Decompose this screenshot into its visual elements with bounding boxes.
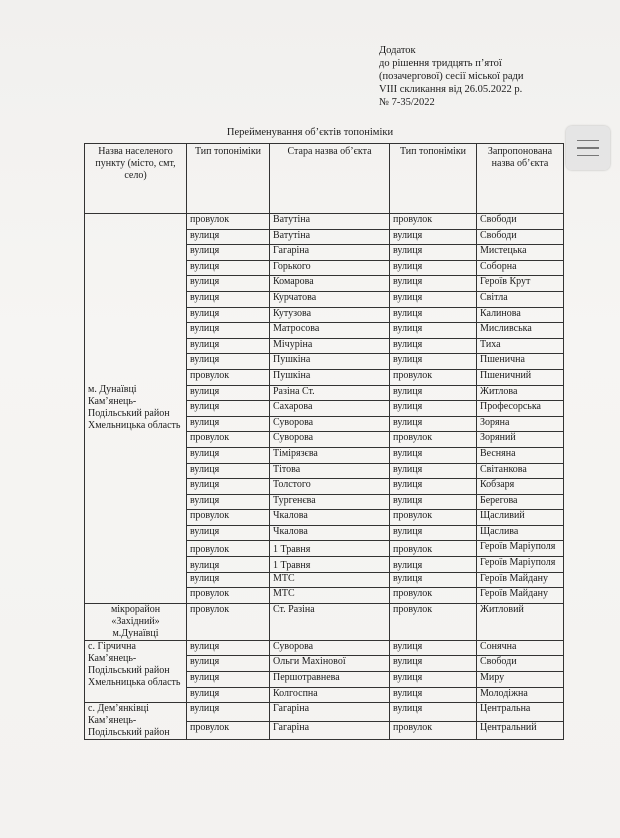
old-name-cell: Суворова [270,640,390,656]
new-name-cell: Свободи [477,229,564,245]
old-name-cell: Тітова [270,463,390,479]
appendix-line: до рішення тридцять п’ятої [379,58,502,69]
old-name-cell: Колгоспна [270,687,390,703]
new-name-cell: Житлова [477,385,564,401]
old-name-cell: Курчатова [270,291,390,307]
old-name-cell: Сахарова [270,401,390,417]
new-name-cell: Берегова [477,494,564,510]
old-name-cell: Кутузова [270,307,390,323]
new-type-cell: вулиця [390,307,477,323]
new-type-cell: провулок [390,603,477,640]
toponymy-table [84,143,564,740]
old-name-cell: Тімірязєва [270,447,390,463]
old-name-cell: Гагаріна [270,245,390,261]
old-name-cell: Першотравнева [270,672,390,688]
new-name-cell: Героїв Маріуполя [477,541,564,557]
type-cell: провулок [187,603,270,640]
old-name-cell: Ватутіна [270,229,390,245]
type-cell: вулиця [187,494,270,510]
document-title: Перейменування об’єктів топоніміки [226,127,394,138]
type-cell: вулиця [187,401,270,417]
new-type-cell: вулиця [390,672,477,688]
new-name-cell: Героїв Майдану [477,588,564,604]
new-type-cell: вулиця [390,276,477,292]
old-name-cell: Тургенєва [270,494,390,510]
new-name-cell: Центральний [477,721,564,740]
type-cell: вулиця [187,687,270,703]
new-name-cell: Свободи [477,656,564,672]
old-name-cell: 1 Травня [270,557,390,573]
old-name-cell: Пушкіна [270,369,390,385]
type-cell: провулок [187,432,270,448]
new-name-cell: Сонячна [477,640,564,656]
old-name-cell: Толстого [270,479,390,495]
type-cell: вулиця [187,656,270,672]
settlement-cell: мікрорайон «Західний» м.Дунаївці [85,603,187,640]
type-cell: вулиця [187,525,270,541]
new-type-cell: провулок [390,432,477,448]
old-name-cell: Гагаріна [270,703,390,722]
new-type-cell: вулиця [390,687,477,703]
old-name-cell: Ватутіна [270,214,390,230]
new-name-cell: Професорська [477,401,564,417]
type-cell: вулиця [187,479,270,495]
type-cell: вулиця [187,245,270,261]
type-cell: провулок [187,541,270,557]
new-type-cell: вулиця [390,323,477,339]
appendix-header [379,44,524,109]
old-name-cell: Пушкіна [270,354,390,370]
appendix-line: (позачергової) сесії міської ради [379,71,524,82]
new-type-cell: провулок [390,541,477,557]
type-cell: вулиця [187,703,270,722]
old-name-cell: Чкалова [270,525,390,541]
table-row [85,640,564,656]
new-name-cell: Зоряний [477,432,564,448]
new-type-cell: вулиця [390,354,477,370]
type-cell: вулиця [187,323,270,339]
hamburger-menu-button[interactable] [566,126,610,170]
settlement-cell: с. Дем’янківці Кам’янець-Подільський район [85,703,187,740]
settlement-cell: с. Гірчична Кам’янець-Подільський район Хмельницька область [85,640,187,702]
type-cell: провулок [187,214,270,230]
new-name-cell: Щаслива [477,525,564,541]
old-name-cell: Суворова [270,416,390,432]
column-header-settlement: Назва населеного пункту (місто, смт, село) [85,144,187,214]
table-header-row [85,144,564,214]
type-cell: вулиця [187,640,270,656]
old-name-cell: Горького [270,260,390,276]
type-cell: вулиця [187,463,270,479]
old-name-cell: МТС [270,572,390,588]
type-cell: вулиця [187,229,270,245]
type-cell: вулиця [187,557,270,573]
type-cell: вулиця [187,385,270,401]
new-type-cell: вулиця [390,291,477,307]
new-type-cell: вулиця [390,640,477,656]
new-type-cell: провулок [390,510,477,526]
type-cell: вулиця [187,447,270,463]
hamburger-menu-icon [577,140,599,142]
new-type-cell: вулиця [390,338,477,354]
type-cell: вулиця [187,276,270,292]
type-cell: вулиця [187,354,270,370]
new-type-cell: провулок [390,588,477,604]
new-name-cell: Кобзаря [477,479,564,495]
type-cell: вулиця [187,672,270,688]
new-type-cell: провулок [390,369,477,385]
table-body [85,214,564,740]
new-type-cell: вулиця [390,656,477,672]
new-type-cell: вулиця [390,557,477,573]
new-name-cell: Пшенична [477,354,564,370]
hamburger-menu-icon-bar [577,147,599,149]
column-header-old-name: Стара назва об’єкта [270,144,390,214]
table-row [85,703,564,722]
new-name-cell: Мисливська [477,323,564,339]
type-cell: провулок [187,588,270,604]
new-type-cell: вулиця [390,229,477,245]
new-type-cell: вулиця [390,401,477,417]
new-type-cell: вулиця [390,525,477,541]
new-name-cell: Пшеничний [477,369,564,385]
old-name-cell: МТС [270,588,390,604]
new-name-cell: Соборна [477,260,564,276]
new-name-cell: Житловий [477,603,564,640]
hamburger-menu-icon-bar [577,155,599,157]
old-name-cell: 1 Травня [270,541,390,557]
type-cell: провулок [187,369,270,385]
new-type-cell: вулиця [390,572,477,588]
table-row [85,214,564,230]
type-cell: вулиця [187,416,270,432]
type-cell: провулок [187,510,270,526]
old-name-cell: Ст. Разіна [270,603,390,640]
new-name-cell: Миру [477,672,564,688]
type-cell: вулиця [187,307,270,323]
new-type-cell: вулиця [390,447,477,463]
new-type-cell: вулиця [390,479,477,495]
new-type-cell: провулок [390,721,477,740]
new-name-cell: Калинова [477,307,564,323]
old-name-cell: Гагаріна [270,721,390,740]
settlement-cell: м. Дунаївці Кам’янець-Подільський район Хмельницька область [85,214,187,604]
new-name-cell: Молодіжна [477,687,564,703]
appendix-line: Додаток [379,45,416,56]
new-type-cell: вулиця [390,703,477,722]
new-name-cell: Свободи [477,214,564,230]
type-cell: провулок [187,721,270,740]
column-header-type: Тип топоніміки [187,144,270,214]
column-header-new-name: Запропонована назва об’єкта [477,144,564,214]
table-row [85,603,564,640]
old-name-cell: Мічуріна [270,338,390,354]
new-name-cell: Тиха [477,338,564,354]
new-type-cell: вулиця [390,245,477,261]
old-name-cell: Суворова [270,432,390,448]
new-type-cell: вулиця [390,463,477,479]
new-name-cell: Світанкова [477,463,564,479]
new-type-cell: вулиця [390,260,477,276]
appendix-line: VIII скликання від 26.05.2022 р. [379,84,523,95]
new-type-cell: вулиця [390,385,477,401]
new-type-cell: вулиця [390,416,477,432]
new-name-cell: Героїв Крут [477,276,564,292]
new-name-cell: Героїв Маріуполя [477,557,564,573]
column-header-new-type: Тип топоніміки [390,144,477,214]
new-type-cell: вулиця [390,494,477,510]
appendix-line: № 7-35/2022 [379,97,435,108]
old-name-cell: Комарова [270,276,390,292]
new-name-cell: Мистецька [477,245,564,261]
old-name-cell: Матросова [270,323,390,339]
new-name-cell: Центральна [477,703,564,722]
old-name-cell: Ольги Махінової [270,656,390,672]
type-cell: вулиця [187,572,270,588]
new-name-cell: Щасливий [477,510,564,526]
new-name-cell: Героїв Майдану [477,572,564,588]
new-name-cell: Весняна [477,447,564,463]
new-name-cell: Світла [477,291,564,307]
type-cell: вулиця [187,260,270,276]
old-name-cell: Разіна Ст. [270,385,390,401]
type-cell: вулиця [187,338,270,354]
new-name-cell: Зоряна [477,416,564,432]
new-type-cell: провулок [390,214,477,230]
old-name-cell: Чкалова [270,510,390,526]
type-cell: вулиця [187,291,270,307]
